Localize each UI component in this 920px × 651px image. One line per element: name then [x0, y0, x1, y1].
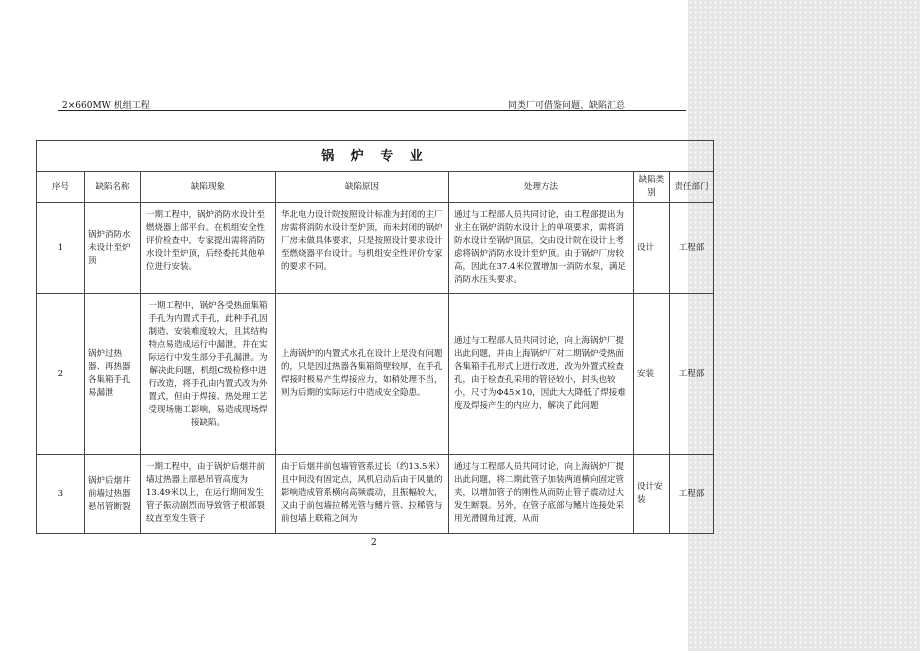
- defect-method: 通过与工程部人员共同讨论，由工程部提出为业主在锅炉消防水设计上的单项要求，需将消防水设计至锅炉顶层，交由设计院在设计上考虑将锅炉消防水设计至炉顶。由于锅炉厂房较高，因此在37.4米位置增加一消防水泵，满足消防水压头要求。: [449, 203, 634, 294]
- defect-cause: 华北电力设计院按照设计标准为封闭的主厂房需将消防水设计至炉顶，而未封闭的锅炉厂房未做具体要求，只是按照设计要求设计至燃烧器平台设计。与机组安全性评价专家的要求不同。: [276, 203, 449, 294]
- defect-phenomenon: 一期工程中，由于锅炉后烟井前墙过热器上部悬吊管高度为13.49米以上，在运行期间发生管子振动剧烈而导致管子根部裂纹直至发生管子: [141, 455, 276, 534]
- column-header-method: 处理方法: [449, 172, 634, 203]
- table-title: 锅 炉 专 业: [37, 141, 714, 172]
- row-number: 1: [37, 203, 85, 294]
- defect-cause: 上海锅炉的内置式水孔在设计上是没有问题的，只是因过热器各集箱筒壁较厚，在手孔焊接时极易产生焊接应力，如稍处理不当，则为后期的实际运行中造成安全隐患。: [276, 294, 449, 455]
- defect-cause: 由于后烟井前包墙管管系过长（约13.5米）且中间没有固定点，风机启动后由于风量的影响造成管系横向高频震动，且振幅较大，又由于前包墙拉稀光管与鳍片管、拉稀管与前包墙上联箱之间为: [276, 455, 449, 534]
- defect-method: 通过与工程部人员共同讨论，向上海锅炉厂提出此问题，将二期此管子加装两道横向固定管夹，以增加管子的刚性从而防止管子震动过大发生断裂。另外，在管子底部与鳍片连接处采用光滑圆角过渡，从而: [449, 455, 634, 534]
- table-row: [37, 294, 714, 455]
- column-header-name: 缺陷名称: [85, 172, 141, 203]
- defect-category: 设计: [634, 203, 670, 294]
- side-margin-background: [688, 0, 920, 651]
- defect-table: [36, 140, 714, 534]
- defect-name: 锅炉后烟井前墙过热器悬吊管断裂: [85, 455, 141, 534]
- row-number: 2: [37, 294, 85, 455]
- defect-category: 设计安装: [634, 455, 670, 534]
- table-row: [37, 455, 714, 534]
- column-header-phenomenon: 缺陷现象: [141, 172, 276, 203]
- header-project-name: 2×660MW 机组工程: [62, 101, 150, 111]
- header-document-title: 同类厂可借鉴问题、缺陷汇总: [508, 101, 626, 111]
- defect-name: 锅炉过热器、再热器各集箱手孔易漏泄: [85, 294, 141, 455]
- responsible-dept: 工程部: [670, 294, 714, 455]
- column-header-dept: 责任部门: [670, 172, 714, 203]
- defect-method: 通过与工程部人员共同讨论，向上海锅炉厂提出此问题，并由上海锅炉厂对二期锅炉受热面各集箱手孔形式上进行改进，改为外置式检查孔，由于检查孔采用的管径较小，封头也较小，尺寸为Φ45×10，因此大大降低了焊接难度及焊接产生的内应力，解决了此问题: [449, 294, 634, 455]
- table-row: [37, 203, 714, 294]
- column-header-cause: 缺陷原因: [276, 172, 449, 203]
- defect-category: 安装: [634, 294, 670, 455]
- defect-name: 锅炉消防水未设计至炉顶: [85, 203, 141, 294]
- page-number: 2: [371, 538, 377, 548]
- defect-phenomenon: 一期工程中，锅炉消防水设计至燃烧器上部平台。在机组安全性评价检查中，专家提出需将消防水设计至炉顶，后经委托其他单位进行安装。: [141, 203, 276, 294]
- responsible-dept: 工程部: [670, 203, 714, 294]
- row-number: 3: [37, 455, 85, 534]
- column-header-category: 缺陷类别: [634, 172, 670, 203]
- column-header-no: 序号: [37, 172, 85, 203]
- defect-phenomenon: 一期工程中，锅炉各受热面集箱手孔为内置式手孔，此种手孔因制造、安装难度较大，且其结构特点易造成运行中漏泄，并在实际运行中发生部分手孔漏泄。为解决此问题，机组C级检修中进行改造，将手孔由内置式改为外置式，但由于焊接、热处理工艺受现场施工影响，易造成现场焊接缺陷。: [141, 294, 276, 455]
- table-header-row: [37, 172, 714, 203]
- header-rule: [58, 110, 686, 111]
- responsible-dept: 工程部: [670, 455, 714, 534]
